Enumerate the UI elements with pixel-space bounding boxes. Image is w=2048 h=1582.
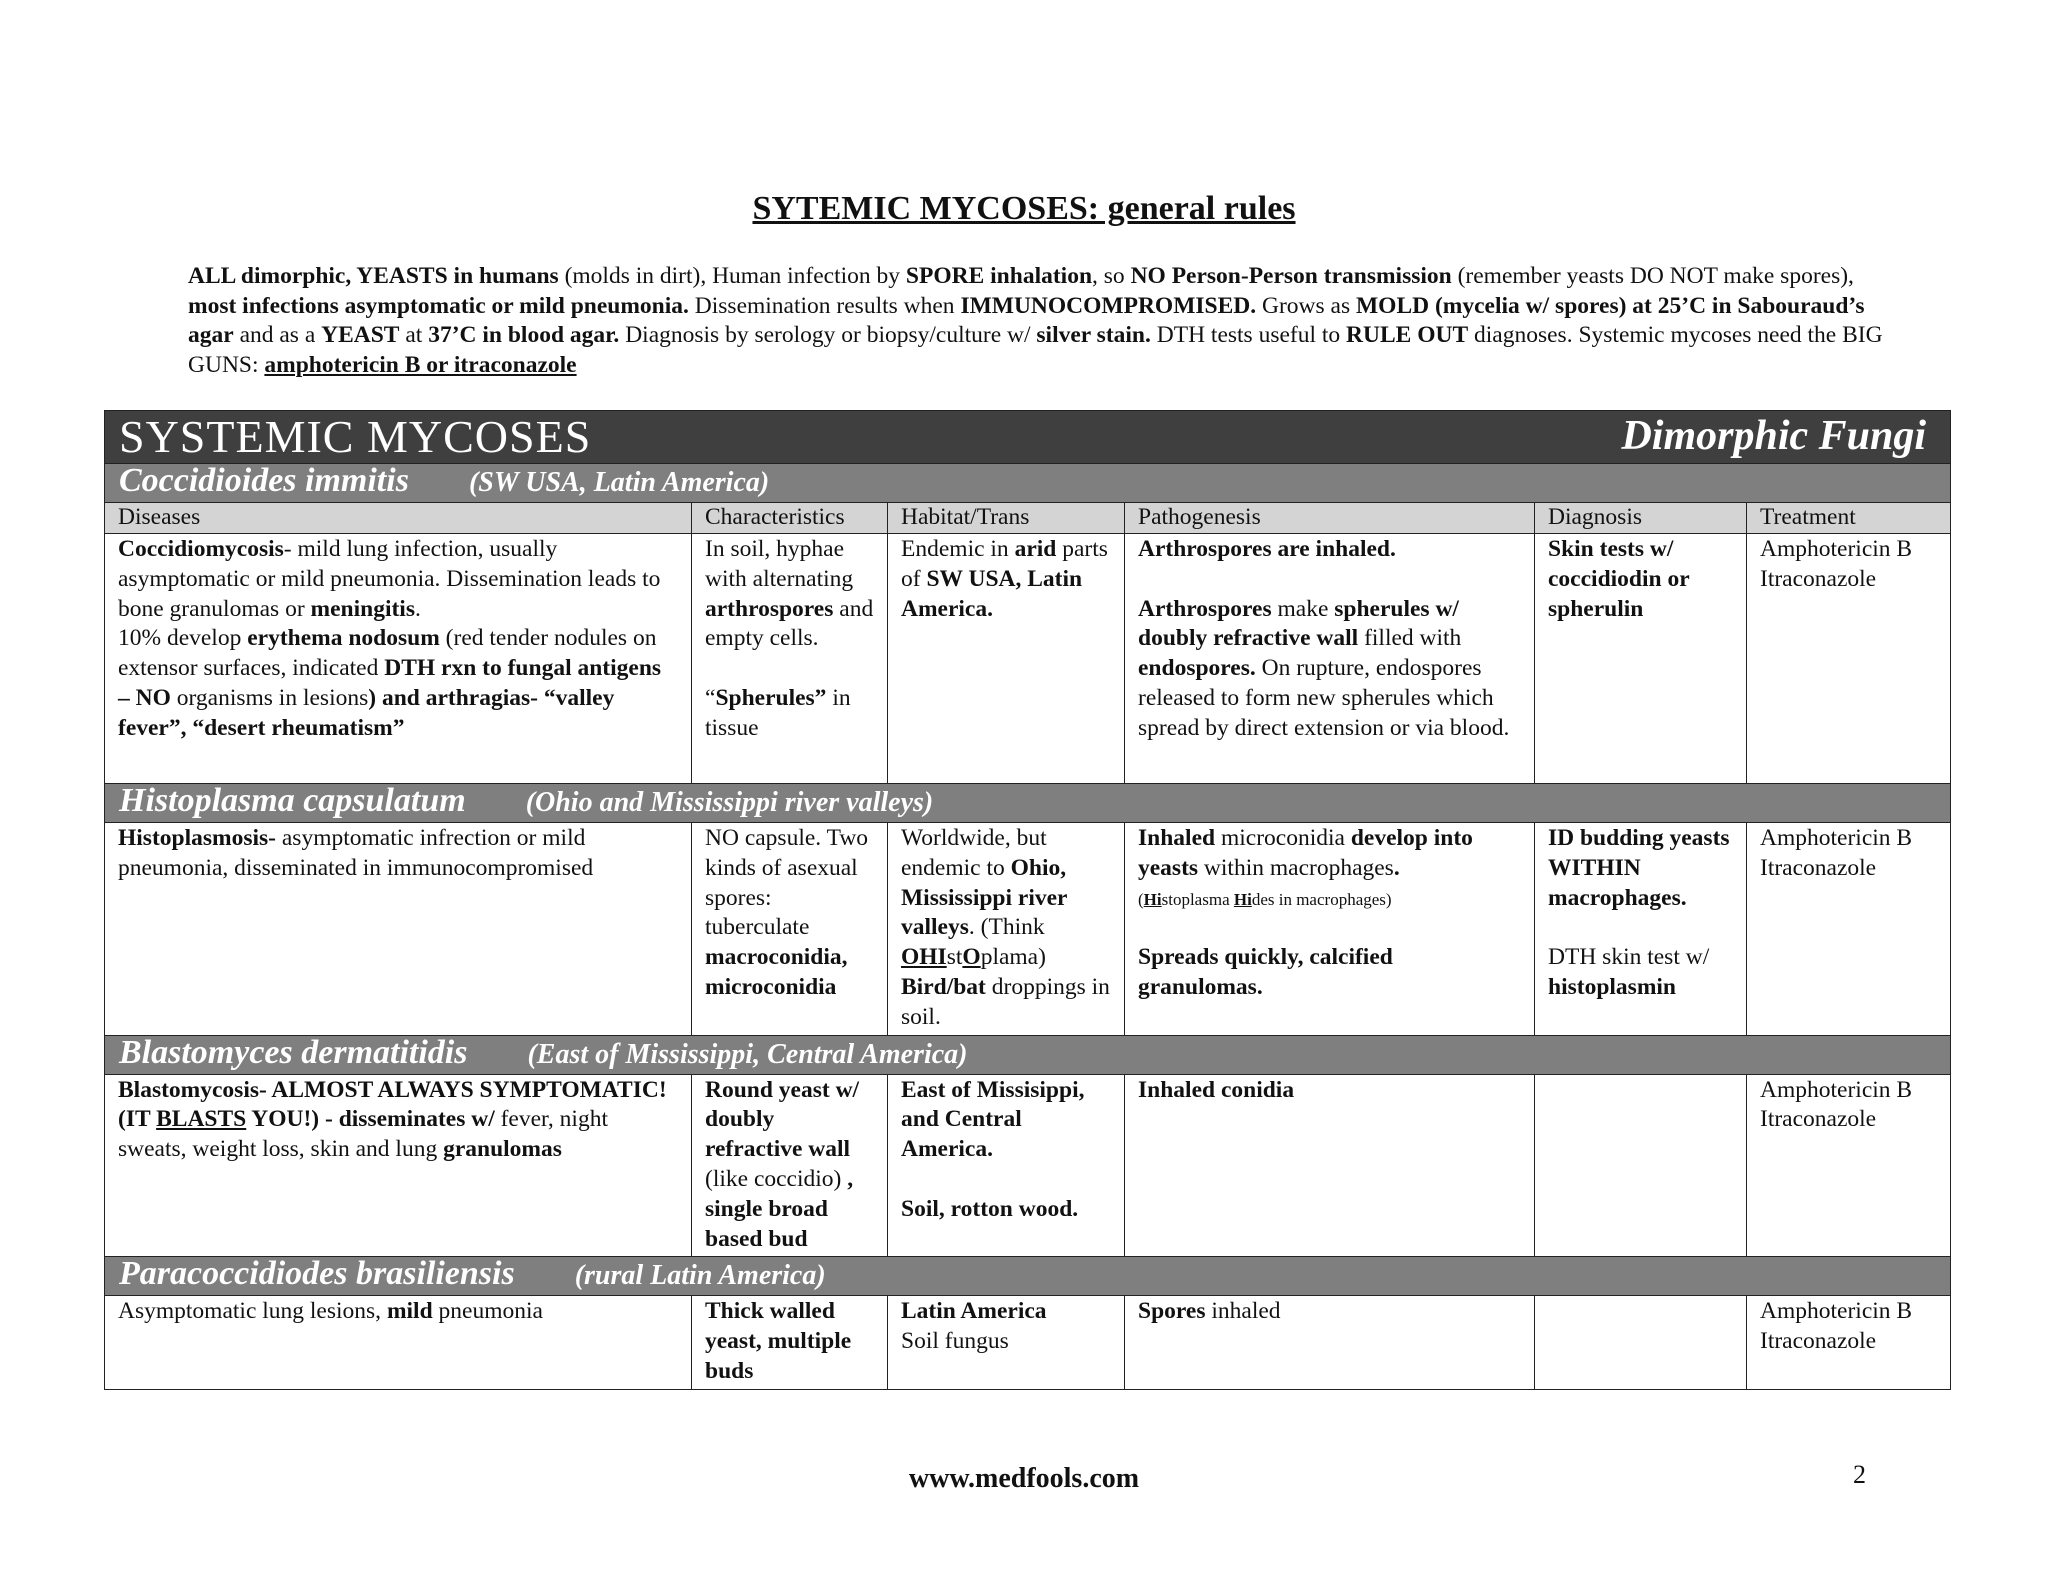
table-title-row: [105, 411, 1951, 464]
diagnosis-cell: ID budding yeasts WITHIN macrophages. DTH skin test w/ histoplasmin: [1535, 823, 1747, 1036]
col-header: Diagnosis: [1535, 503, 1747, 534]
intro-paragraph: ALL dimorphic, YEASTS in humans (molds in dirt), Human infection by SPORE inhalation, so NO Person-Person transmission (remember yeasts DO NOT make spores), most infections asymptomatic or mild pneumonia. Dissemination results when IMMUNOCOMPROMISED. Grows as MOLD (mycelia w/ spores) at 25’C in Sabouraud’s agar and as a YEAST at 37’C in blood agar. Diagnosis by serology or biopsy/culture w/ silver stain. DTH tests useful to RULE OUT diagnoses. Systemic mycoses need the BIG GUNS: amphotericin B or itraconazole: [188, 263, 1883, 378]
diagnosis-cell: [1535, 1074, 1747, 1257]
drug-link-text: amphotericin B or itraconazole: [264, 351, 577, 378]
organism-header-cocci: Coccidioides immitis (SW USA, Latin America): [105, 464, 1951, 503]
habitat-cell: Worldwide, but endemic to Ohio, Mississippi river valleys. (Think OHIstOplama) Bird/bat droppings in soil.: [888, 823, 1125, 1036]
habitat-cell: Latin America Soil fungus: [888, 1296, 1125, 1389]
column-header-row: [105, 503, 1951, 534]
characteristics-cell: Thick walled yeast, multiple buds: [692, 1296, 888, 1389]
characteristics-cell: In soil, hyphae with alternating arthrospores and empty cells. “Spherules” in tissue: [692, 534, 888, 784]
habitat-cell: Endemic in arid parts of SW USA, Latin America.: [888, 534, 1125, 784]
col-header: Pathogenesis: [1125, 503, 1535, 534]
pathogenesis-cell: Inhaled conidia: [1125, 1074, 1535, 1257]
pathogenesis-cell: Spores inhaled: [1125, 1296, 1535, 1389]
diseases-cell: Coccidiomycosis- mild lung infection, usually asymptomatic or mild pneumonia. Dissemination leads to bone granulomas or meningitis. 10% develop erythema nodosum (red tender nodules on extensor surfaces, indicated DTH rxn to fungal antigens – NO organisms in lesions) and arthragias- “valley fever”, “desert rheumatism”: [105, 534, 692, 784]
diseases-cell: Asymptomatic lung lesions, mild pneumonia: [105, 1296, 692, 1389]
treatment-cell: Amphotericin B Itraconazole: [1747, 534, 1951, 784]
treatment-cell: Amphotericin B Itraconazole: [1747, 1074, 1951, 1257]
diseases-cell: Blastomycosis- ALMOST ALWAYS SYMPTOMATIC! (IT BLASTS YOU!) - disseminates w/ fever, night sweats, weight loss, skin and lung granulomas: [105, 1074, 692, 1257]
table-subtitle: Dimorphic Fungi: [1621, 413, 1927, 460]
diseases-cell: Histoplasmosis- asymptomatic infrection or mild pneumonia, disseminated in immunocompromised: [105, 823, 692, 1036]
mycoses-table: [104, 410, 1951, 1390]
table-row: [105, 1074, 1951, 1257]
treatment-cell: Amphotericin B Itraconazole: [1747, 823, 1951, 1036]
habitat-cell: East of Missisippi, and Central America. Soil, rotton wood.: [888, 1074, 1125, 1257]
col-header: Habitat/Trans: [888, 503, 1125, 534]
table-title: SYSTEMIC MYCOSES: [119, 411, 592, 463]
pathogenesis-cell: Arthrospores are inhaled. Arthrospores make spherules w/ doubly refractive wall filled with endospores. On rupture, endospores released to form new spherules which spread by direct extension or via blood.: [1125, 534, 1535, 784]
organism-header-para: Paracoccidiodes brasiliensis (rural Latin America): [105, 1257, 1951, 1296]
table-row: [105, 1296, 1951, 1389]
characteristics-cell: Round yeast w/ doubly refractive wall (like coccidio) , single broad based bud: [692, 1074, 888, 1257]
characteristics-cell: NO capsule. Two kinds of asexual spores: tuberculate macroconidia, microconidia: [692, 823, 888, 1036]
page-title: SYTEMIC MYCOSES: general rules: [752, 190, 1296, 227]
table-row: [105, 823, 1951, 1036]
col-header: Diseases: [105, 503, 692, 534]
diagnosis-cell: [1535, 1296, 1747, 1389]
table-row: [105, 534, 1951, 784]
treatment-cell: Amphotericin B Itraconazole: [1747, 1296, 1951, 1389]
pathogenesis-cell: Inhaled microconidia develop into yeasts within macrophages. (Histoplasma Hides in macrophages) Spreads quickly, calcified granulomas.: [1125, 823, 1535, 1036]
col-header: Treatment: [1747, 503, 1951, 534]
col-header: Characteristics: [692, 503, 888, 534]
organism-header-blasto: Blastomyces dermatitidis (East of Mississippi, Central America): [105, 1035, 1951, 1074]
page-number: 2: [1853, 1460, 1866, 1489]
organism-header-histo: Histoplasma capsulatum (Ohio and Mississippi river valleys): [105, 784, 1951, 823]
footer-url[interactable]: www.medfools.com: [908, 1463, 1140, 1494]
diagnosis-cell: Skin tests w/ coccidiodin or spherulin: [1535, 534, 1747, 784]
